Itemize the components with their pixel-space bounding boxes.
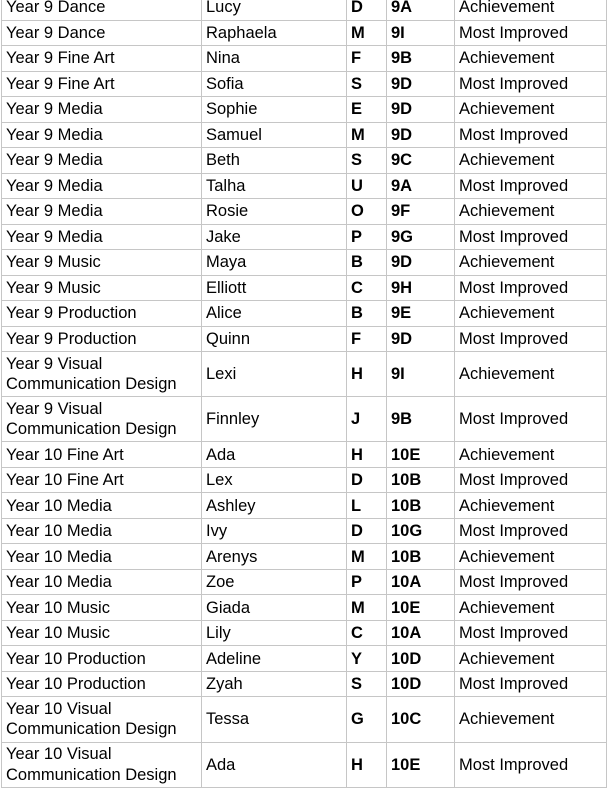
homegroup-cell[interactable]: 9I [387,352,455,397]
table-row [2,46,607,72]
award-type-cell[interactable]: Achievement [455,697,607,742]
subject-cell[interactable]: Year 10 Visual Communication Design [2,697,202,742]
subject-cell[interactable]: Year 9 Visual Communication Design [2,397,202,442]
surname-initial-cell[interactable]: M [347,544,387,570]
surname-initial-cell[interactable]: D [347,467,387,493]
student-name-cell[interactable]: Finnley [202,397,347,442]
homegroup-cell[interactable]: 9F [387,199,455,225]
surname-initial-cell[interactable]: G [347,697,387,742]
award-type-cell[interactable]: Most Improved [455,397,607,442]
award-type-cell[interactable]: Most Improved [455,569,607,595]
surname-initial-cell[interactable]: D [347,0,387,20]
subject-cell[interactable]: Year 10 Production [2,646,202,672]
table-row [2,148,607,174]
homegroup-cell[interactable]: 9G [387,224,455,250]
student-name-cell[interactable]: Quinn [202,326,347,352]
homegroup-cell[interactable]: 9B [387,397,455,442]
table-row [2,122,607,148]
homegroup-cell[interactable]: 10C [387,697,455,742]
subject-cell[interactable]: Year 10 Media [2,544,202,570]
student-name-cell[interactable]: Talha [202,173,347,199]
surname-initial-cell[interactable]: F [347,46,387,72]
award-type-cell[interactable]: Achievement [455,97,607,123]
student-name-cell[interactable]: Ada [202,742,347,787]
surname-initial-cell[interactable]: Y [347,646,387,672]
award-type-cell[interactable]: Achievement [455,0,607,20]
award-type-cell[interactable]: Achievement [455,493,607,519]
subject-cell[interactable]: Year 10 Fine Art [2,442,202,468]
student-name-cell[interactable]: Ada [202,442,347,468]
table-row [2,173,607,199]
homegroup-cell[interactable]: 9A [387,0,455,20]
surname-initial-cell[interactable]: H [347,442,387,468]
surname-initial-cell[interactable]: P [347,569,387,595]
surname-initial-cell[interactable]: O [347,199,387,225]
awards-table [1,0,607,788]
award-type-cell[interactable]: Most Improved [455,20,607,46]
award-type-cell[interactable]: Most Improved [455,742,607,787]
subject-cell[interactable]: Year 9 Media [2,122,202,148]
surname-initial-cell[interactable]: H [347,742,387,787]
award-type-cell[interactable]: Achievement [455,646,607,672]
award-type-cell[interactable]: Most Improved [455,671,607,697]
table-row [2,595,607,621]
homegroup-cell[interactable]: 10E [387,595,455,621]
homegroup-cell[interactable]: 9D [387,326,455,352]
table-row [2,301,607,327]
student-name-cell[interactable]: Giada [202,595,347,621]
student-name-cell[interactable]: Sophie [202,97,347,123]
student-name-cell[interactable]: Ivy [202,518,347,544]
award-type-cell[interactable]: Most Improved [455,71,607,97]
subject-cell[interactable]: Year 10 Music [2,595,202,621]
student-name-cell[interactable]: Rosie [202,199,347,225]
student-name-cell[interactable]: Lexi [202,352,347,397]
table-row [2,671,607,697]
homegroup-cell[interactable]: 9I [387,20,455,46]
subject-cell[interactable]: Year 9 Music [2,275,202,301]
student-name-cell[interactable]: Zyah [202,671,347,697]
award-type-cell[interactable]: Achievement [455,595,607,621]
table-row [2,71,607,97]
homegroup-cell[interactable]: 10A [387,620,455,646]
table-row [2,620,607,646]
table-row [2,397,607,442]
subject-cell[interactable]: Year 9 Media [2,97,202,123]
subject-cell[interactable]: Year 9 Production [2,301,202,327]
student-name-cell[interactable]: Samuel [202,122,347,148]
surname-initial-cell[interactable]: H [347,352,387,397]
table-row [2,199,607,225]
table-row [2,742,607,787]
table-row [2,569,607,595]
surname-initial-cell[interactable]: S [347,148,387,174]
subject-cell[interactable]: Year 9 Visual Communication Design [2,352,202,397]
homegroup-cell[interactable]: 10B [387,493,455,519]
subject-cell[interactable]: Year 10 Visual Communication Design [2,742,202,787]
subject-cell[interactable]: Year 10 Media [2,518,202,544]
award-type-cell[interactable]: Achievement [455,46,607,72]
homegroup-cell[interactable]: 10D [387,671,455,697]
award-type-cell[interactable]: Achievement [455,352,607,397]
homegroup-cell[interactable]: 10D [387,646,455,672]
homegroup-cell[interactable]: 9D [387,250,455,276]
award-type-cell[interactable]: Most Improved [455,518,607,544]
award-type-cell[interactable]: Most Improved [455,224,607,250]
subject-cell[interactable]: Year 9 Music [2,250,202,276]
award-type-cell[interactable]: Achievement [455,199,607,225]
homegroup-cell[interactable]: 9C [387,148,455,174]
subject-cell[interactable]: Year 9 Media [2,148,202,174]
student-name-cell[interactable]: Lucy [202,0,347,20]
surname-initial-cell[interactable]: S [347,671,387,697]
homegroup-cell[interactable]: 10G [387,518,455,544]
table-row [2,250,607,276]
homegroup-cell[interactable]: 10B [387,467,455,493]
table-row [2,0,607,20]
table-row [2,97,607,123]
subject-cell[interactable]: Year 9 Media [2,199,202,225]
award-type-cell[interactable]: Most Improved [455,122,607,148]
homegroup-cell[interactable]: 10A [387,569,455,595]
subject-cell[interactable]: Year 9 Media [2,224,202,250]
subject-cell[interactable]: Year 9 Production [2,326,202,352]
homegroup-cell[interactable]: 9D [387,122,455,148]
homegroup-cell[interactable]: 9E [387,301,455,327]
surname-initial-cell[interactable]: C [347,620,387,646]
award-type-cell[interactable]: Most Improved [455,467,607,493]
homegroup-cell[interactable]: 9D [387,97,455,123]
homegroup-cell[interactable]: 10B [387,544,455,570]
subject-cell[interactable]: Year 9 Fine Art [2,46,202,72]
award-type-cell[interactable]: Achievement [455,442,607,468]
surname-initial-cell[interactable]: B [347,250,387,276]
subject-cell[interactable]: Year 10 Fine Art [2,467,202,493]
award-type-cell[interactable]: Achievement [455,544,607,570]
student-name-cell[interactable]: Maya [202,250,347,276]
award-type-cell[interactable]: Most Improved [455,173,607,199]
surname-initial-cell[interactable]: C [347,275,387,301]
award-type-cell[interactable]: Achievement [455,250,607,276]
subject-cell[interactable]: Year 10 Production [2,671,202,697]
table-row [2,20,607,46]
student-name-cell[interactable]: Jake [202,224,347,250]
awards-table-body [2,0,607,787]
student-name-cell[interactable]: Sofia [202,71,347,97]
table-row [2,326,607,352]
student-name-cell[interactable]: Tessa [202,697,347,742]
student-name-cell[interactable]: Adeline [202,646,347,672]
student-name-cell[interactable]: Nina [202,46,347,72]
subject-cell[interactable]: Year 9 Media [2,173,202,199]
table-row [2,518,607,544]
homegroup-cell[interactable]: 10E [387,742,455,787]
subject-cell[interactable]: Year 10 Music [2,620,202,646]
homegroup-cell[interactable]: 9A [387,173,455,199]
surname-initial-cell[interactable]: M [347,595,387,621]
student-name-cell[interactable]: Zoe [202,569,347,595]
surname-initial-cell[interactable]: S [347,71,387,97]
surname-initial-cell[interactable]: U [347,173,387,199]
surname-initial-cell[interactable]: M [347,122,387,148]
award-type-cell[interactable]: Most Improved [455,275,607,301]
award-type-cell[interactable]: Achievement [455,148,607,174]
subject-cell[interactable]: Year 9 Dance [2,20,202,46]
surname-initial-cell[interactable]: L [347,493,387,519]
award-type-cell[interactable]: Most Improved [455,326,607,352]
surname-initial-cell[interactable]: B [347,301,387,327]
table-row [2,275,607,301]
surname-initial-cell[interactable]: D [347,518,387,544]
student-name-cell[interactable]: Arenys [202,544,347,570]
student-name-cell[interactable]: Beth [202,148,347,174]
surname-initial-cell[interactable]: F [347,326,387,352]
table-row [2,467,607,493]
subject-cell[interactable]: Year 10 Media [2,569,202,595]
subject-cell[interactable]: Year 10 Media [2,493,202,519]
surname-initial-cell[interactable]: J [347,397,387,442]
surname-initial-cell[interactable]: M [347,20,387,46]
subject-cell[interactable]: Year 9 Fine Art [2,71,202,97]
student-name-cell[interactable]: Ashley [202,493,347,519]
surname-initial-cell[interactable]: E [347,97,387,123]
table-row [2,646,607,672]
table-row [2,544,607,570]
student-name-cell[interactable]: Lex [202,467,347,493]
homegroup-cell[interactable]: 9D [387,71,455,97]
table-row [2,442,607,468]
table-row [2,697,607,742]
student-name-cell[interactable]: Lily [202,620,347,646]
subject-cell[interactable]: Year 9 Dance [2,0,202,20]
award-type-cell[interactable]: Most Improved [455,620,607,646]
homegroup-cell[interactable]: 9H [387,275,455,301]
homegroup-cell[interactable]: 10E [387,442,455,468]
student-name-cell[interactable]: Alice [202,301,347,327]
table-row [2,493,607,519]
homegroup-cell[interactable]: 9B [387,46,455,72]
student-name-cell[interactable]: Elliott [202,275,347,301]
table-row [2,352,607,397]
table-row [2,224,607,250]
student-name-cell[interactable]: Raphaela [202,20,347,46]
award-type-cell[interactable]: Achievement [455,301,607,327]
surname-initial-cell[interactable]: P [347,224,387,250]
